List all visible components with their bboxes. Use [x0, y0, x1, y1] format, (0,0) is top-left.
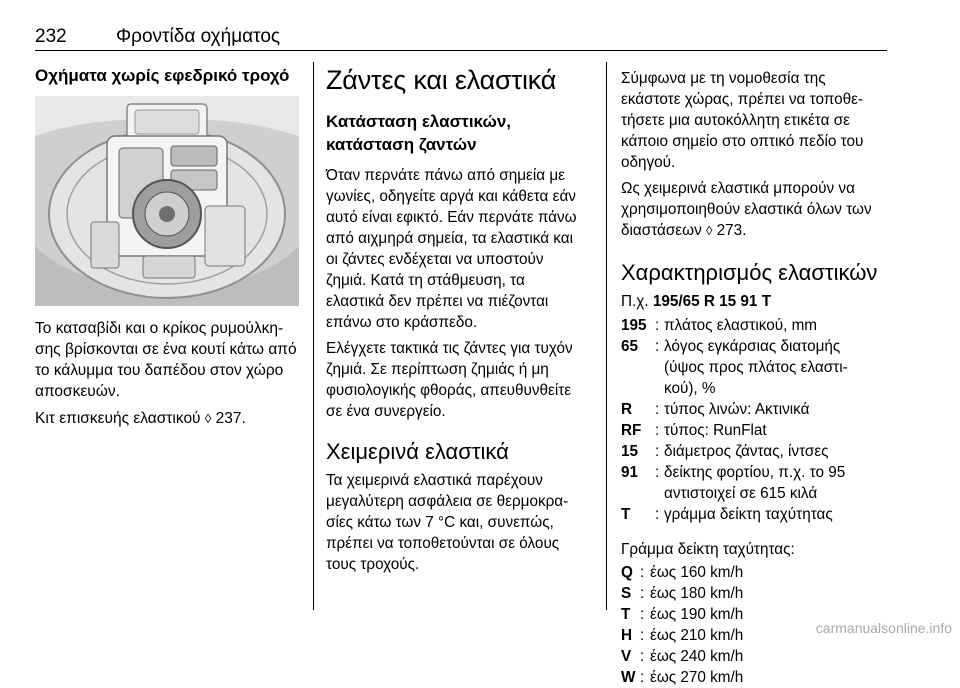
designation-example-value: 195/65 R 15 91 T [652, 293, 772, 310]
caption-line: αποσκευών. [35, 383, 120, 400]
left-column [35, 64, 305, 87]
page-reference-arrow-icon: ◊ [204, 411, 212, 426]
chapter-title: Φροντίδα οχήματος [116, 26, 281, 47]
right-column [621, 68, 889, 688]
left-caption [35, 318, 305, 434]
paragraph-tyre-condition: Όταν περνάτε πάνω από σημεία με γωνίες, οδηγείτε αργά και κάθετα εάν αυτό είναι εφικτό. Εάν περνάτε πάνω από αιχμηρά σημεία, τα ελαστικά και οι ζάντες ενδέχεται να υποστούν ζημιά. Κατά τη στάθμευση, τα ελαστικά δεν πρέπει να πιέζονται επάνω στο κράσπεδο. [326, 167, 577, 331]
speed-index-title: Γράμμα δείκτη ταχύτητας: [621, 541, 795, 558]
designation-example: Π.χ. 195/65 R 15 91 T [621, 293, 772, 310]
column-divider-2 [606, 62, 607, 610]
subsection-heading-line: Κατάσταση ελαστικών, [326, 112, 511, 131]
caption-line: το κάλυμμα του δαπέδου στον χώρο [35, 362, 284, 379]
paragraph-sticker: Σύμφωνα με τη νομοθεσία της εκάστοτε χώρας, πρέπει να τοποθε- τήσετε μια αυτοκόλλητη ετικέτα σε κάποιο σημείο στο οπτικό πεδίο του οδηγού. [621, 70, 864, 171]
main-section-title: Ζάντες και ελαστικά [326, 65, 557, 95]
spare-wheel-well-photo [35, 96, 299, 306]
winter-tyres-title: Χειμερινά ελαστικά [326, 439, 509, 464]
kit-reference-text: Κιτ επισκευής ελαστικού [35, 410, 201, 427]
page-reference-arrow-icon: ◊ [705, 223, 713, 238]
speed-index-list: Q : έως 160 km/h S : έως 180 km/h T : έως 190 km/h H : έως 210 km/h V : έως 240 km/h W : έως 270 km/h [621, 564, 744, 686]
kit-reference-page[interactable]: 237. [215, 410, 246, 427]
paragraph-all-season: Ως χειμερινά ελαστικά μπορούν να χρησιμοποιηθούν ελαστικά όλων των διαστάσεων ◊ 273. [621, 180, 872, 239]
paragraph-wheel-check: Ελέγχετε τακτικά τις ζάντες για τυχόν ζημιά. Σε περίπτωση ζημιάς ή μη φυσιολογικής φθοράς, απευθυνθείτε σε ένα συνεργείο. [326, 340, 573, 420]
column-divider-1 [313, 62, 314, 610]
paragraph-winter-tyres: Τα χειμερινά ελαστικά παρέχουν μεγαλύτερη ασφάλεια σε θερμοκρα- σίες κάτω των 7 °C και, συνεπώς, πρέπει να τοποθετούνται σε όλους τους τροχούς. [326, 472, 569, 573]
page-number: 232 [35, 26, 67, 47]
watermark: carmanualsonline.info [815, 620, 952, 636]
subsection-heading-line: κατάσταση ζαντών [326, 135, 477, 154]
subsection-heading [326, 110, 604, 156]
header-rule [35, 50, 887, 51]
dimensions-reference-page[interactable]: 273. [716, 222, 747, 239]
designation-spec-list: 195 : πλάτος ελαστικού, mm 65 : λόγος εγκάρσιας διατομής (ύψος προς πλάτος ελαστι- κού), % R : τύπος λινών: Ακτινικά RF : τύπος: RunFlat 15 : διάμετρος ζάντας, ίντσες 91 : δείκτης φορτίου, π.χ. το 95 αντιστοιχεί σε 615 κιλά T : γράμμα δείκτη ταχύτητας [621, 317, 848, 523]
section-heading: Οχήματα χωρίς εφεδρικό τροχό [35, 66, 290, 85]
caption-line: Το κατσαβίδι και ο κρίκος ρυμούλκη- [35, 320, 284, 337]
page-header [35, 26, 887, 48]
middle-column [326, 64, 604, 580]
caption-line: σης βρίσκονται σε ένα κουτί κάτω από [35, 341, 297, 358]
tyre-designation-title: Χαρακτηρισμός ελαστικών [621, 260, 878, 285]
